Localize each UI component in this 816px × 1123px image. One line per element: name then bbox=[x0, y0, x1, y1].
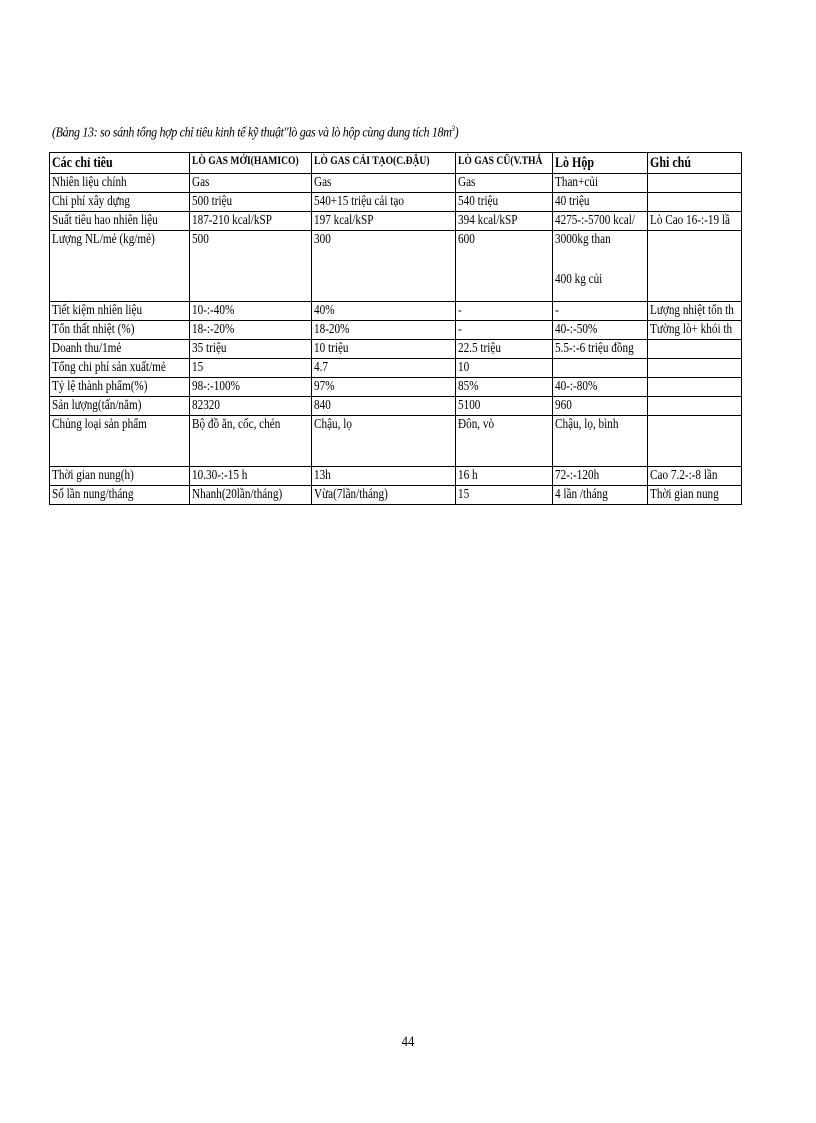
table-cell bbox=[312, 486, 456, 505]
table-row bbox=[50, 321, 742, 340]
table-cell-text: 40-:-80% bbox=[555, 379, 598, 394]
table-cell bbox=[456, 340, 553, 359]
table-cell-text: 35 triệu bbox=[192, 341, 227, 356]
table-cell bbox=[50, 378, 190, 397]
table-row bbox=[50, 231, 742, 302]
table-cell bbox=[456, 467, 553, 486]
header-cell bbox=[190, 153, 312, 174]
table-cell-text: 10.30-:-15 h bbox=[192, 468, 248, 483]
table-cell bbox=[50, 340, 190, 359]
header-cell bbox=[456, 153, 553, 174]
table-cell-text: 540 triệu bbox=[458, 194, 499, 209]
table-cell-text: 300 bbox=[314, 232, 331, 247]
table-cell-text: 500 triệu bbox=[192, 194, 233, 209]
header-cell-text: LÒ GAS MỚI(HAMICO) bbox=[192, 153, 299, 167]
table-cell bbox=[312, 416, 456, 467]
table-cell-text: 4.7 bbox=[314, 360, 328, 375]
table-cell bbox=[50, 212, 190, 231]
table-cell bbox=[190, 174, 312, 193]
table-cell-text: 85% bbox=[458, 379, 479, 394]
table-cell bbox=[50, 174, 190, 193]
table-cell-text: 22.5 triệu bbox=[458, 341, 501, 356]
table-row bbox=[50, 397, 742, 416]
table-cell-text: Sản lượng(tấn/năm) bbox=[52, 398, 142, 413]
header-cell-text: Ghi chú bbox=[650, 155, 692, 171]
table-row bbox=[50, 416, 742, 467]
table-cell bbox=[648, 467, 742, 486]
table-cell bbox=[50, 467, 190, 486]
table-cell bbox=[456, 378, 553, 397]
table-cell bbox=[456, 193, 553, 212]
table-cell-text: Tỷ lệ thành phẩm(%) bbox=[52, 379, 148, 394]
table-cell-text: Thời gian nung bbox=[650, 487, 719, 502]
table-cell bbox=[190, 340, 312, 359]
table-cell-text: 5.5-:-6 triệu đồng bbox=[555, 341, 634, 356]
comparison-table bbox=[49, 152, 742, 505]
table-cell bbox=[312, 397, 456, 416]
table-cell bbox=[648, 321, 742, 340]
table-cell bbox=[553, 231, 648, 302]
table-cell bbox=[190, 467, 312, 486]
table-row bbox=[50, 486, 742, 505]
table-cell bbox=[553, 359, 648, 378]
table-cell bbox=[312, 193, 456, 212]
table-row bbox=[50, 212, 742, 231]
table-cell bbox=[553, 302, 648, 321]
table-cell-text: Chi phí xây dựng bbox=[52, 194, 130, 209]
table-cell bbox=[190, 486, 312, 505]
table-cell bbox=[312, 302, 456, 321]
table-cell-text: 40-:-50% bbox=[555, 322, 598, 337]
table-cell bbox=[456, 486, 553, 505]
table-cell bbox=[190, 321, 312, 340]
table-header-row bbox=[50, 153, 742, 174]
table-cell-text: 72-:-120h bbox=[555, 468, 600, 483]
header-cell bbox=[50, 153, 190, 174]
table-cell-text: 10-:-40% bbox=[192, 303, 235, 318]
table-cell-text: Cao 7.2-:-8 lần bbox=[650, 468, 718, 483]
table-cell bbox=[648, 212, 742, 231]
table-cell-text: Tường lò+ khói th bbox=[650, 322, 733, 337]
table-cell-text: Than+củi bbox=[555, 175, 599, 190]
page-number: 44 bbox=[401, 1034, 415, 1050]
table-cell bbox=[648, 193, 742, 212]
table-cell bbox=[50, 397, 190, 416]
header-cell bbox=[312, 153, 456, 174]
table-cell bbox=[648, 231, 742, 302]
table-cell bbox=[648, 378, 742, 397]
table-cell bbox=[190, 212, 312, 231]
table-cell-text: Vừa(7lần/tháng) bbox=[314, 487, 388, 502]
table-cell bbox=[190, 302, 312, 321]
table-cell-text: 600 bbox=[458, 232, 475, 247]
table-cell-text: - bbox=[458, 303, 462, 318]
table-cell bbox=[456, 212, 553, 231]
table-cell bbox=[50, 416, 190, 467]
table-cell-text: Gas bbox=[458, 175, 476, 190]
table-cell-text: 10 bbox=[458, 360, 470, 375]
table-cell bbox=[50, 359, 190, 378]
table-cell bbox=[553, 340, 648, 359]
header-cell-text: LÒ GAS CŨ(V.THẮ bbox=[458, 153, 543, 167]
table-cell-text: 960 bbox=[555, 398, 572, 413]
table-cell bbox=[648, 359, 742, 378]
table-cell-text: 13h bbox=[314, 468, 331, 483]
table-cell-text: Chủng loại sản phẩm bbox=[52, 417, 147, 432]
table-cell bbox=[50, 302, 190, 321]
table-cell bbox=[456, 359, 553, 378]
table-cell-text: 40 triệu bbox=[555, 194, 590, 209]
header-cell-text: LÒ GAS CẢI TẠO(C.ĐẬU) bbox=[314, 153, 430, 167]
table-cell-text: Lò Cao 16-:-19 lầ bbox=[650, 213, 730, 228]
table-cell bbox=[553, 378, 648, 397]
caption-superscript: 3 bbox=[451, 124, 455, 133]
table-cell bbox=[312, 231, 456, 302]
caption-close: ) bbox=[454, 125, 459, 141]
table-cell-text: 197 kcal/kSP bbox=[314, 213, 374, 228]
table-cell bbox=[312, 321, 456, 340]
table-cell-text: Suất tiêu hao nhiên liệu bbox=[52, 213, 158, 228]
table-cell-text: 16 h bbox=[458, 468, 478, 483]
table-cell bbox=[190, 193, 312, 212]
table-cell-text: 840 bbox=[314, 398, 331, 413]
table-row bbox=[50, 193, 742, 212]
table-cell bbox=[553, 174, 648, 193]
table-cell-text: 40% bbox=[314, 303, 335, 318]
table-cell-text: 98-:-100% bbox=[192, 379, 240, 394]
table-cell-text: Tiết kiệm nhiên liệu bbox=[52, 303, 143, 318]
table-cell-text: Lượng NL/mẻ (kg/mẻ) bbox=[52, 232, 155, 247]
table-cell bbox=[456, 302, 553, 321]
table-cell bbox=[456, 174, 553, 193]
table-cell bbox=[553, 193, 648, 212]
table-cell bbox=[456, 231, 553, 302]
table-cell bbox=[648, 416, 742, 467]
table-row bbox=[50, 340, 742, 359]
cell-line: 3000kg than bbox=[555, 232, 611, 247]
table-cell-text: 97% bbox=[314, 379, 335, 394]
table-cell bbox=[312, 378, 456, 397]
table-cell-text: 10 triệu bbox=[314, 341, 349, 356]
table-cell bbox=[312, 467, 456, 486]
table-cell bbox=[456, 321, 553, 340]
table-cell bbox=[553, 486, 648, 505]
table-cell bbox=[50, 321, 190, 340]
header-cell bbox=[553, 153, 648, 174]
table-cell bbox=[553, 397, 648, 416]
table-cell-text: 394 kcal/kSP bbox=[458, 213, 518, 228]
table-row bbox=[50, 378, 742, 397]
table-cell-text: 18-:-20% bbox=[192, 322, 235, 337]
table-cell bbox=[553, 416, 648, 467]
table-cell bbox=[190, 231, 312, 302]
table-cell-text: 5100 bbox=[458, 398, 481, 413]
table-cell-text: 187-210 kcal/kSP bbox=[192, 213, 272, 228]
table-cell bbox=[312, 359, 456, 378]
table-cell-text: 4 lần /tháng bbox=[555, 487, 608, 502]
table-cell bbox=[50, 231, 190, 302]
table-row bbox=[50, 174, 742, 193]
table-cell-text: 4275-:-5700 kcal/ bbox=[555, 213, 635, 228]
table-cell bbox=[456, 397, 553, 416]
table-cell-text: Gas bbox=[314, 175, 332, 190]
table-cell-text: Nhanh(20lần/tháng) bbox=[192, 487, 283, 502]
table-cell-text: 15 bbox=[192, 360, 204, 375]
table-cell-text: Gas bbox=[192, 175, 210, 190]
table-cell-text: Thời gian nung(h) bbox=[52, 468, 134, 483]
table-row bbox=[50, 467, 742, 486]
table-cell-text: Đôn, vò bbox=[458, 417, 495, 432]
table-cell bbox=[553, 467, 648, 486]
header-cell bbox=[648, 153, 742, 174]
header-cell-text: Lò Hộp bbox=[555, 155, 595, 171]
table-row bbox=[50, 302, 742, 321]
table-cell-text: Tổn thất nhiệt (%) bbox=[52, 322, 135, 337]
table-cell-text: Bộ đồ ăn, cốc, chén bbox=[192, 417, 281, 432]
table-cell bbox=[50, 193, 190, 212]
table-cell-text: 82320 bbox=[192, 398, 220, 413]
table-cell bbox=[50, 486, 190, 505]
table-cell bbox=[190, 359, 312, 378]
table-cell-text: Lượng nhiệt tổn th bbox=[650, 303, 734, 318]
table-cell-text: Chậu, lọ bbox=[314, 417, 352, 432]
table-cell-text: 18-20% bbox=[314, 322, 350, 337]
table-cell bbox=[456, 416, 553, 467]
table-cell bbox=[648, 340, 742, 359]
caption-text: (Bảng 13: so sánh tổng hợp chỉ tiêu kinh tế kỹ thuật"lò gas và lò hộp cùng dung tích 18m bbox=[52, 125, 452, 141]
table-cell bbox=[312, 212, 456, 231]
table-cell-text: - bbox=[555, 303, 559, 318]
table-cell-text: 540+15 triệu cải tạo bbox=[314, 194, 404, 209]
table-cell-text: Chậu, lọ, bình bbox=[555, 417, 619, 432]
table-cell bbox=[553, 321, 648, 340]
table-caption bbox=[52, 124, 671, 142]
cell-line: 400 kg củi bbox=[555, 272, 603, 287]
table-cell bbox=[648, 486, 742, 505]
table-cell-text: Số lần nung/tháng bbox=[52, 487, 134, 502]
table-cell-text: 15 bbox=[458, 487, 470, 502]
table-cell-text: Tổng chi phí sản xuất/mẻ bbox=[52, 360, 166, 375]
table-row bbox=[50, 359, 742, 378]
table-cell bbox=[312, 340, 456, 359]
table-cell bbox=[553, 212, 648, 231]
table-cell-text: 500 bbox=[192, 232, 209, 247]
table-cell-text: Doanh thu/1mẻ bbox=[52, 341, 122, 356]
table-cell bbox=[648, 302, 742, 321]
table-cell-text: Nhiên liệu chính bbox=[52, 175, 127, 190]
table-cell bbox=[190, 397, 312, 416]
table-cell bbox=[190, 416, 312, 467]
table-cell-text: - bbox=[458, 322, 462, 337]
table-cell bbox=[648, 397, 742, 416]
table-cell bbox=[312, 174, 456, 193]
table-cell bbox=[190, 378, 312, 397]
header-cell-text: Các chỉ tiêu bbox=[52, 155, 113, 171]
table-cell bbox=[648, 174, 742, 193]
